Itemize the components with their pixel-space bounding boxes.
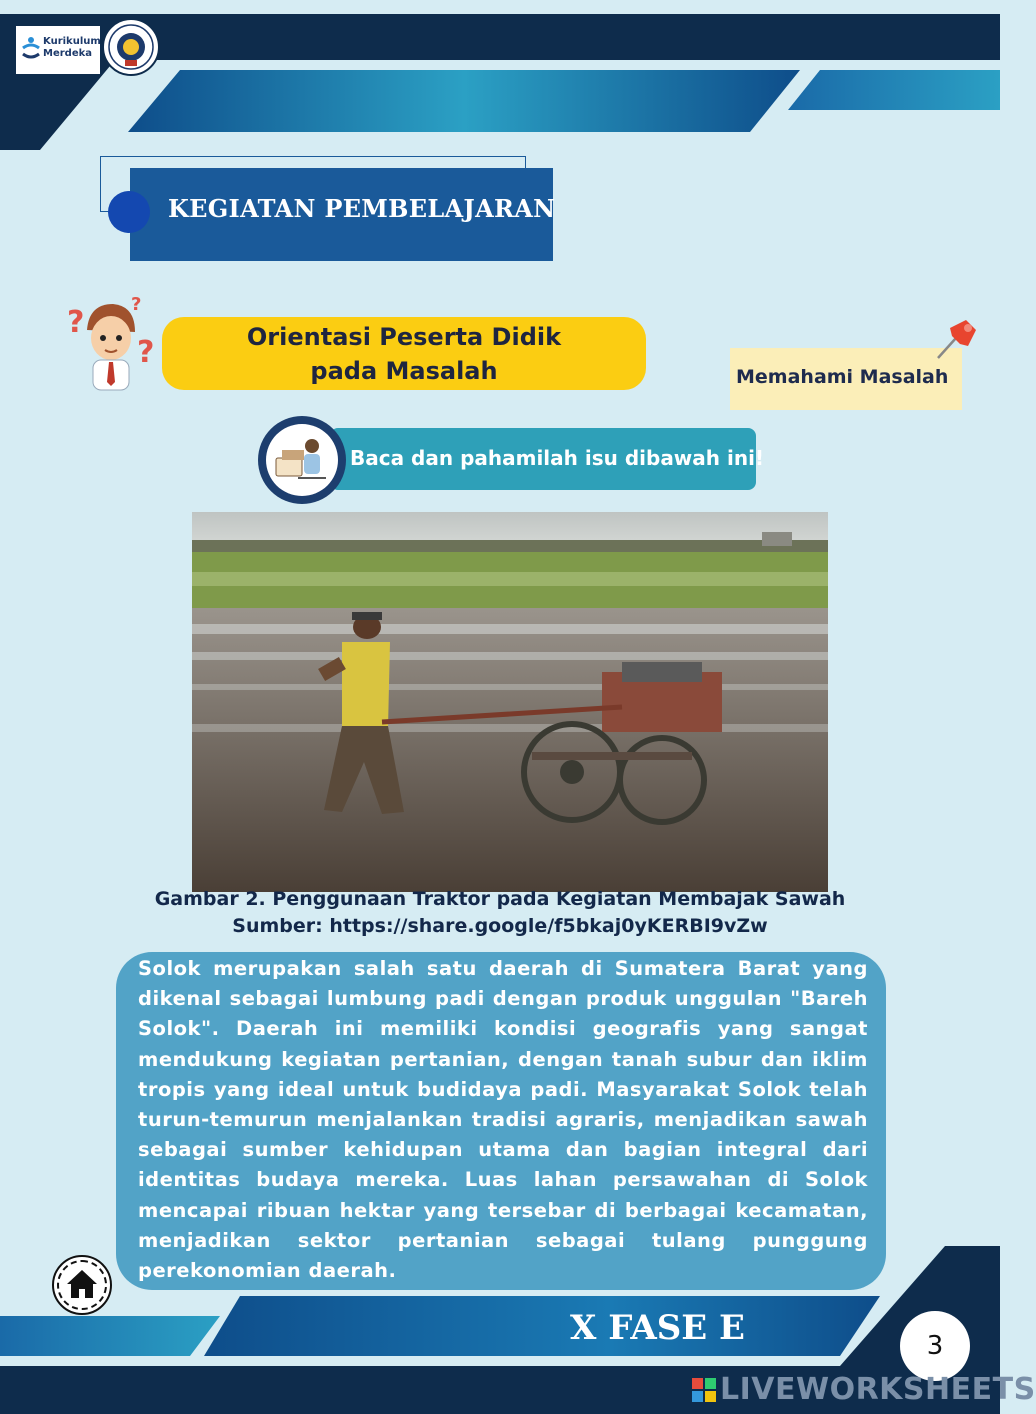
figure-source: Sumber: https://share.google/f5bkaj0yKERBI9vZw xyxy=(232,915,768,937)
instruction-text: Baca dan pahamilah isu dibawah ini! xyxy=(350,446,765,470)
title-bullet xyxy=(108,191,150,233)
reading-badge-inner xyxy=(266,424,338,496)
figure-photo xyxy=(192,512,828,892)
liveworksheets-logo-icon xyxy=(692,1378,718,1402)
kurikulum-icon xyxy=(20,36,42,62)
svg-text:?: ? xyxy=(137,335,155,370)
page-title: KEGIATAN PEMBELAJARAN xyxy=(168,194,556,223)
thinking-student-icon xyxy=(65,290,160,395)
svg-text:?: ? xyxy=(67,305,85,340)
kurikulum-label: Kurikulum Merdeka xyxy=(43,36,101,59)
grade-label: X FASE E xyxy=(570,1308,745,1348)
watermark-text: LIVEWORKSHEETS xyxy=(720,1372,1036,1407)
note-card xyxy=(730,348,962,410)
page-number: 3 xyxy=(900,1311,970,1381)
university-seal-logo xyxy=(102,18,160,76)
section-heading xyxy=(162,317,646,390)
note-label: Memahami Masalah xyxy=(736,366,949,388)
body-paragraph: Solok merupakan salah satu daerah di Sumatera Barat yang dikenal sebagai lumbung padi dengan produk unggulan "Bareh Solok". Daerah ini memiliki kondisi geografis yang sangat mendukung kegiatan pertanian, dengan tanah subur dan iklim tropis yang ideal untuk budidaya padi. Masyarakat Solok telah turun-temurun menjalankan tradisi agraris, menjadikan sawah sebagai sumber kehidupan utama dan bagian integral dari identitas budaya mereka. Luas lahan persawahan di Solok mencapai ribuan hektar yang tersebar di berbagai kecamatan, menjadikan sektor pertanian sebagai tulang punggung perekonomian daerah. xyxy=(138,957,868,1283)
figure-caption: Gambar 2. Penggunaan Traktor pada Kegiatan Membajak Sawah xyxy=(154,888,846,910)
seal-emblem xyxy=(104,20,158,74)
pushpin-icon xyxy=(930,318,978,362)
section-heading-line2: pada Masalah xyxy=(310,357,498,385)
section-heading-line1: Orientasi Peserta Didik xyxy=(246,323,562,351)
svg-text:?: ? xyxy=(131,294,142,315)
farmer-tractor-image xyxy=(192,512,828,892)
reading-student-icon xyxy=(266,424,338,496)
